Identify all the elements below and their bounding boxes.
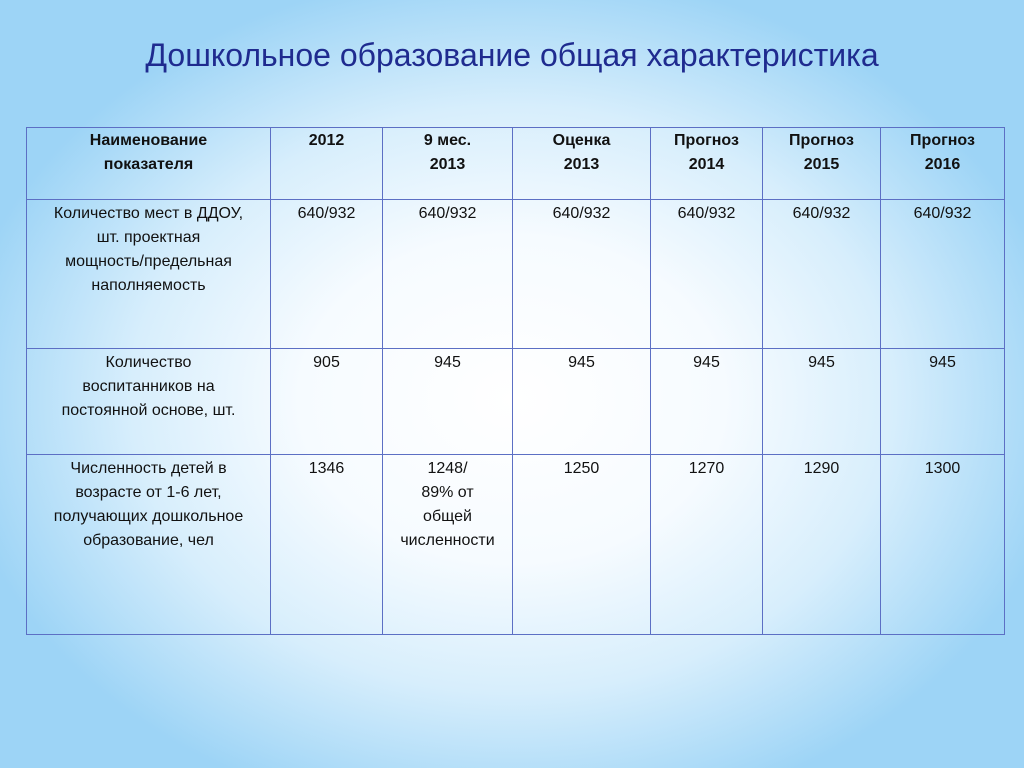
table-row-children-enrolled [27,455,1005,635]
table-cell: 905 [271,349,383,455]
table-cell: 640/932 [651,200,763,349]
table-cell: 945 [651,349,763,455]
table-cell: 1290 [763,455,881,635]
table-cell: 1346 [271,455,383,635]
table-row-permanent-pupils [27,349,1005,455]
table-cell: 640/932 [271,200,383,349]
table-cell: Количество мест в ДДОУ, шт. проектная мощность/предельная наполняемость [27,200,271,349]
table-cell: 640/932 [881,200,1005,349]
header-forecast-2015: Прогноз 2015 [763,128,881,200]
table-cell: 945 [763,349,881,455]
header-forecast-2016: Прогноз 2016 [881,128,1005,200]
table-cell: 1270 [651,455,763,635]
header-forecast-2014: Прогноз 2014 [651,128,763,200]
table-cell: 1300 [881,455,1005,635]
header-9-months-2013: 9 мес. 2013 [383,128,513,200]
slide-title: Дошкольное образование общая характеристика [145,37,879,73]
table-header-row [27,128,1005,200]
table-cell: 945 [383,349,513,455]
table-row-places-capacity [27,200,1005,349]
table-cell: 640/932 [763,200,881,349]
table-cell: 1248/ 89% от общей численности [383,455,513,635]
table-cell: 1250 [513,455,651,635]
table-cell: 945 [513,349,651,455]
table-cell: 640/932 [513,200,651,349]
table-cell: Количество воспитанников на постоянной основе, шт. [27,349,271,455]
header-indicator-name: Наименование показателя [27,128,271,200]
header-estimate-2013: Оценка 2013 [513,128,651,200]
preschool-education-table [26,127,1005,635]
table-cell: 640/932 [383,200,513,349]
table-cell: 945 [881,349,1005,455]
header-2012: 2012 [271,128,383,200]
table-cell: Численность детей в возрасте от 1-6 лет, получающих дошкольное образование, чел [27,455,271,635]
